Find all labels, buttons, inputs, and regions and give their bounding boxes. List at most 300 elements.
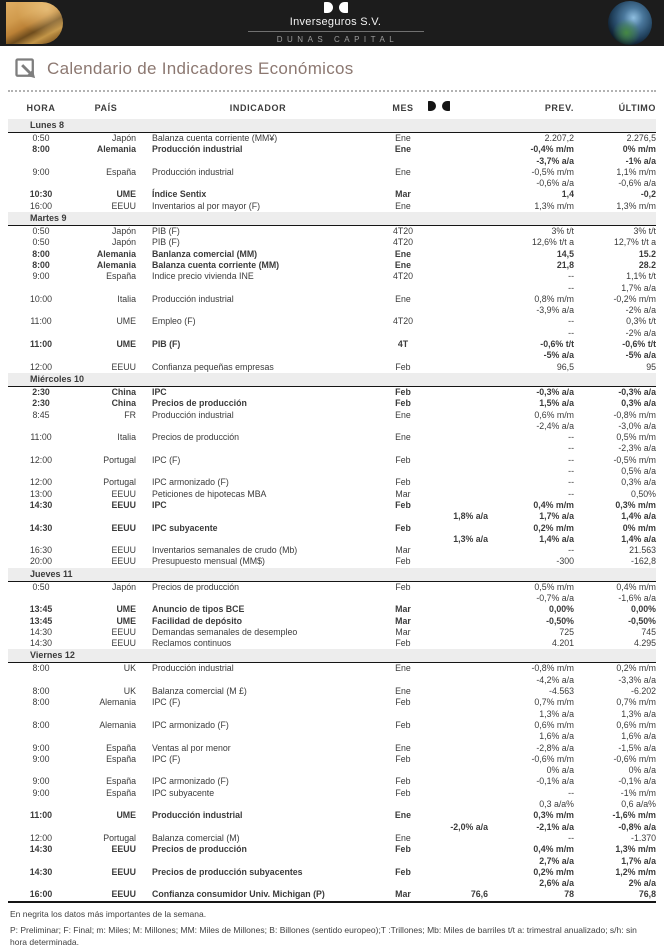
cell-prev: 2.207,2 [544,133,574,143]
cell-dunas-estimate [428,156,488,167]
cell-indicador: PIB (F) [152,237,180,248]
cell-dunas-estimate [428,316,488,327]
dunas-logo-icon [428,101,488,111]
cell-mes [378,822,428,833]
cell-hora: 8:00 [32,144,50,155]
cell-mes: Ene [395,663,411,674]
cell-pais: EEUU [111,488,136,499]
cell-prev: -- [568,432,574,443]
cell-hora [8,709,74,720]
cell-dunas-estimate [428,201,488,212]
cell-dunas-estimate [428,271,488,282]
cell-indicador: PIB (F) [152,339,181,350]
cell-pais [74,328,138,339]
indicator-row [8,455,656,466]
cell-mes: Ene [395,832,411,843]
cell-mes [378,765,428,776]
cell-hora: 14:30 [29,522,53,533]
cell-mes: Mar [395,545,411,556]
cell-prev: 2,7% a/a [539,855,574,866]
cell-pais [74,675,138,686]
cell-hora: 16:30 [29,545,52,556]
cell-ultimo: -5% a/a [625,350,656,361]
cell-prev: -2,8% a/a [536,742,574,753]
cell-ultimo: 95 [646,361,656,372]
cell-pais: UME [116,604,136,615]
cell-ultimo: -1.370 [631,832,656,843]
brand-block [248,2,424,44]
cell-prev: 1,3% m/m [534,200,574,211]
cell-hora: 0:50 [32,581,50,592]
cell-prev: 0,6% m/m [534,719,574,730]
cell-ultimo: 12,7% t/t a [613,237,656,248]
cell-pais: Japón [112,237,136,248]
cell-hora: 14:30 [29,638,52,649]
cell-pais [74,534,138,545]
indicator-row [8,144,656,155]
cell-indicador: IPC (F) [152,697,181,708]
cell-hora [8,856,74,867]
cell-indicador [138,731,378,742]
cell-indicador: IPC armonizado (F) [152,477,229,488]
cell-mes: Ene [394,259,412,270]
cell-hora: 0:50 [32,237,50,248]
cell-mes [378,731,428,742]
cell-indicador: Producción industrial [152,144,243,155]
cell-mes: Feb [395,398,411,409]
indicator-row [8,663,656,675]
cell-prev: -3,9% a/a [536,305,574,316]
cell-hora: 16:00 [29,889,53,900]
day-section-label: Jueves 11 [8,568,656,582]
cell-mes: 4T20 [392,316,414,327]
cell-pais: EEUU [111,866,136,877]
indicator-row [8,305,656,316]
cell-indicador: Balanza cuenta corriente (MM) [152,259,280,270]
cell-pais: China [111,398,136,409]
cell-hora: 9:00 [32,776,50,787]
cell-pais: EEUU [111,200,136,211]
cell-pais [74,593,138,604]
cell-hora: 11:00 [30,432,52,443]
indicator-row [8,856,656,867]
cell-ultimo: -1,6% m/m [612,810,656,821]
indicator-row [8,593,656,604]
cell-indicador [138,511,378,522]
cell-dunas-estimate [428,616,488,627]
cell-ultimo: 0,6 a/a% [621,799,656,810]
cell-dunas-estimate [428,133,488,145]
cell-mes: Ene [395,742,411,753]
cell-prev: -- [568,454,574,465]
cell-dunas-estimate: 76,6 [470,889,488,900]
cell-dunas-estimate [428,249,488,260]
indicator-row [8,167,656,178]
cell-dunas-estimate [428,328,488,339]
cell-mes: Feb [395,499,411,510]
cell-hora [8,731,74,742]
cell-dunas-estimate [428,663,488,675]
cell-hora: 8:00 [32,719,50,730]
cell-pais: EEUU [111,889,136,900]
cell-hora [8,822,74,833]
cell-ultimo: 1,7% a/a [621,855,656,866]
cell-dunas-estimate [428,844,488,855]
cell-indicador [138,534,378,545]
cell-prev: 725 [559,626,574,637]
cell-hora: 11:00 [29,339,52,350]
cell-pais: China [111,386,136,397]
cell-dunas-estimate [428,410,488,421]
cell-prev: 0,6% m/m [534,409,574,420]
cell-hora: 10:30 [29,189,53,200]
cell-indicador: IPC [152,499,167,510]
cell-mes: Feb [395,556,411,567]
cell-pais: Portugal [103,477,136,488]
indicator-row [8,201,656,212]
cell-pais: Alemania [96,259,136,270]
cell-mes: Mar [395,626,411,637]
indicator-row [8,581,656,593]
cell-prev: -- [568,443,574,454]
cell-indicador: Facilidad de depósito [152,615,242,626]
cell-pais: UME [116,316,136,327]
cell-dunas-estimate [428,833,488,844]
cell-prev: -0,8% m/m [531,663,574,674]
cell-pais: España [106,271,136,282]
cell-indicador: Producción industrial [152,166,234,177]
cell-hora [8,421,74,432]
cell-indicador: IPC armonizado (F) [152,776,229,787]
cell-pais: UK [123,663,136,674]
cell-ultimo: -0,1% a/a [618,776,656,787]
cell-indicador [138,878,378,889]
cell-indicador: Precios de producción [152,432,240,443]
cell-mes [378,156,428,167]
cell-dunas-estimate [428,421,488,432]
cell-dunas-estimate [428,593,488,604]
cell-prev: -0,50% [546,615,574,626]
cell-prev: 0,2% m/m [533,866,574,877]
cell-hora [8,350,74,361]
cell-dunas-estimate [428,731,488,742]
cell-prev: 1,3% a/a [539,708,574,719]
cell-mes: Mar [395,889,411,900]
dunas-logo-icon [324,2,348,13]
cell-hora: 10:00 [29,293,52,304]
cell-pais [74,421,138,432]
cell-pais [74,156,138,167]
cell-mes: Ene [395,409,411,420]
cell-indicador [138,156,378,167]
cell-pais: Portugal [103,454,136,465]
cell-prev: 0,00% [549,604,574,615]
cell-hora [8,765,74,776]
indicator-row [8,788,656,799]
cell-dunas-estimate [428,362,488,373]
cell-prev: -- [568,832,574,843]
cell-indicador [138,822,378,833]
cell-mes: Ene [395,293,411,304]
cell-dunas-estimate [428,500,488,511]
cell-hora: 14:30 [29,844,53,855]
cell-pais: UME [116,810,136,821]
cell-pais: EEUU [111,626,136,637]
cell-dunas-estimate: -2,0% a/a [450,821,488,832]
indicator-row [8,432,656,443]
cell-ultimo: 1,7% a/a [621,282,656,293]
cell-indicador [138,799,378,810]
cell-pais: UME [116,615,136,626]
cell-hora: 9:00 [32,166,50,177]
cell-hora: 2:30 [32,386,50,397]
cell-prev: 0,4% m/m [533,499,574,510]
cell-indicador [138,675,378,686]
cell-hora [8,511,74,522]
day-section-row [8,373,656,387]
cell-ultimo: 0,3% a/a [621,477,656,488]
cell-ultimo: 1,2% m/m [615,866,656,877]
cell-ultimo: 0,3% a/a [621,398,656,409]
cell-dunas-estimate [428,720,488,731]
cell-mes [378,856,428,867]
cell-dunas-estimate [428,339,488,350]
cell-hora: 13:45 [29,615,53,626]
cell-indicador [138,283,378,294]
cell-pais [74,305,138,316]
cell-dunas-estimate [428,443,488,454]
indicator-row [8,178,656,189]
cell-mes: Mar [395,189,411,200]
cell-prev: 0,4% m/m [533,844,574,855]
title-row [0,46,664,84]
indicator-row [8,523,656,534]
cell-hora [8,443,74,454]
cell-hora [8,283,74,294]
cell-mes: Feb [395,522,411,533]
indicator-row [8,709,656,720]
cell-indicador: Balanza comercial (M £) [152,686,247,697]
cell-indicador [138,709,378,720]
cell-pais [74,443,138,454]
cell-mes [378,328,428,339]
cell-mes: Feb [395,697,411,708]
cell-pais [74,822,138,833]
cell-pais: España [106,787,136,798]
indicator-row [8,362,656,373]
cell-prev: -0,4% m/m [530,144,574,155]
cell-ultimo: 1,4% a/a [621,511,656,522]
cell-dunas-estimate [428,627,488,638]
cell-mes: Ene [395,432,411,443]
cell-mes [378,421,428,432]
cell-prev: 1,7% a/a [539,511,574,522]
cell-prev: 1,5% a/a [539,398,574,409]
cell-ultimo: 0% a/a [628,765,656,776]
cell-prev: -0,3% a/a [536,386,574,397]
cell-pais: UME [116,189,136,200]
cell-ultimo: 1,4% a/a [621,533,656,544]
cell-indicador: IPC subyacente [152,787,215,798]
cell-hora [8,178,74,189]
cell-dunas-estimate: 1,8% a/a [453,511,488,522]
indicator-row [8,604,656,615]
cell-ultimo: 1,3% a/a [621,708,656,719]
indicator-row [8,410,656,421]
col-header-mes: MES [392,102,414,113]
cell-mes: Feb [395,776,411,787]
cell-mes [378,443,428,454]
cell-dunas-estimate [428,189,488,200]
cell-prev: 0,3 a/a% [539,799,574,810]
cell-prev: 3% t/t [551,226,574,237]
cell-mes: Ene [394,144,412,155]
cell-ultimo: 0,4% m/m [616,581,656,592]
cell-ultimo: 0,2% m/m [616,663,656,674]
indicator-row [8,810,656,821]
indicator-row [8,844,656,855]
cell-pais: Alemania [96,144,136,155]
cell-ultimo: 15.2 [638,248,656,259]
cell-dunas-estimate [428,283,488,294]
cell-hora [8,466,74,477]
cell-pais: Alemania [99,697,136,708]
export-arrow-icon [14,57,37,80]
cell-prev: 2,6% a/a [539,878,574,889]
cell-ultimo: -2% a/a [625,305,656,316]
cell-ultimo: 28.2 [638,259,656,270]
cell-ultimo: 4.295 [633,638,656,649]
cell-prev: -0,5% m/m [531,166,574,177]
cell-hora [8,305,74,316]
cell-prev: -2,1% a/a [536,821,574,832]
cell-prev: -- [568,787,574,798]
day-section-label: Lunes 8 [8,119,656,133]
cell-dunas-estimate [428,350,488,361]
cell-prev: -2,4% a/a [536,420,574,431]
cell-prev: -300 [556,556,574,567]
cell-dunas-estimate [428,226,488,238]
dunas-logo-right-glyph [442,101,450,111]
cell-indicador [138,328,378,339]
cell-indicador: Precios de producción [152,581,240,592]
cell-dunas-estimate [428,638,488,649]
cell-hora: 8:00 [32,697,50,708]
cell-ultimo: -1% a/a [625,155,656,166]
indicator-row [8,443,656,454]
cell-indicador: Anuncio de tipos BCE [152,604,245,615]
cell-mes: Feb [395,753,411,764]
col-header-indicador: INDICADOR [229,102,287,113]
cell-prev: -0,1% a/a [536,776,574,787]
cell-mes: Feb [395,581,411,592]
cell-indicador [138,305,378,316]
cell-dunas-estimate [428,765,488,776]
cell-dunas-estimate [428,709,488,720]
cell-indicador: Inventarios al por mayor (F) [152,200,261,211]
cell-pais: UME [116,339,136,350]
cell-mes: 4T20 [392,237,414,248]
indicator-row [8,189,656,200]
cell-pais [74,765,138,776]
cell-indicador: Producción industrial [152,409,234,420]
cell-indicador: Peticiones de hipotecas MBA [152,488,267,499]
cell-pais [74,709,138,720]
page-title: Calendario de Indicadores Económicos [47,58,354,78]
cell-prev: -0,6% m/m [531,753,574,764]
dunas-logo-right-glyph [339,2,348,13]
cell-dunas-estimate [428,604,488,615]
cell-ultimo: -0,5% m/m [613,454,656,465]
indicator-row [8,534,656,545]
cell-ultimo: 0,3% t/t [626,316,656,327]
cell-prev: -4.563 [549,686,574,697]
calendar-table-body [8,119,656,902]
brand-divider [248,31,424,32]
cell-indicador: Presupuesto mensual (MM$) [152,556,265,567]
cell-indicador: Índice Sentix [152,189,207,200]
cell-dunas-estimate [428,697,488,708]
cell-hora [8,328,74,339]
cell-indicador [138,178,378,189]
cell-prev: 0,8% m/m [534,293,574,304]
cell-ultimo: -0,6% t/t [622,339,656,350]
cell-indicador: Producción industrial [152,293,234,304]
cell-ultimo: 76,8 [638,889,656,900]
indicator-row [8,249,656,260]
cell-indicador: Balanza cuenta corriente (MM¥) [152,133,278,143]
cell-indicador: Inventarios semanales de crudo (Mb) [152,545,298,556]
cell-dunas-estimate [428,477,488,488]
cell-dunas-estimate [428,523,488,534]
cell-mes: Mar [395,604,411,615]
col-header-ultimo: ÚLTIMO [618,102,656,113]
day-section-row [8,649,656,663]
indicator-row [8,822,656,833]
cell-dunas-estimate [428,178,488,189]
footnote-legend: P: Preliminar; F: Final; m: Miles; M: Millones; MM: Miles de Millones; B: Billones (sentido europeo);T :Trillones; Mb: Miles de barriles t/t a: trimestral anualizado; s/h: sin hora determinada. [10,924,637,947]
cell-prev: -- [568,545,574,556]
cell-ultimo: 1,6% a/a [621,731,656,742]
cell-prev: -- [568,282,574,293]
indicator-row [8,697,656,708]
cell-pais: EEUU [111,522,136,533]
cell-hora: 8:00 [32,663,50,674]
cell-pais: España [106,753,136,764]
cell-dunas-estimate [428,810,488,821]
footnote-bold-note: En negrita los datos más importantes de la semana. [10,908,207,919]
cell-mes: Ene [394,248,412,259]
cell-hora: 14:30 [29,499,53,510]
indicator-row [8,627,656,638]
cell-hora: 8:45 [32,409,50,420]
cell-prev: 12,6% t/t a [531,237,574,248]
cell-dunas-estimate [428,294,488,305]
cell-ultimo: 3% t/t [633,226,656,237]
cell-ultimo: -2,3% a/a [618,443,656,454]
cell-pais [74,511,138,522]
cell-pais [74,731,138,742]
cell-hora: 16:00 [29,200,52,211]
cell-ultimo: 0% m/m [622,522,656,533]
day-section-label: Miércoles 10 [8,373,656,387]
cell-pais: EEUU [111,844,136,855]
indicator-row [8,754,656,765]
cell-hora: 8:00 [32,259,50,270]
cell-ultimo: 0,7% m/m [616,697,656,708]
cell-ultimo: -0,3% a/a [618,386,656,397]
cell-indicador: Ventas al por menor [152,742,231,753]
